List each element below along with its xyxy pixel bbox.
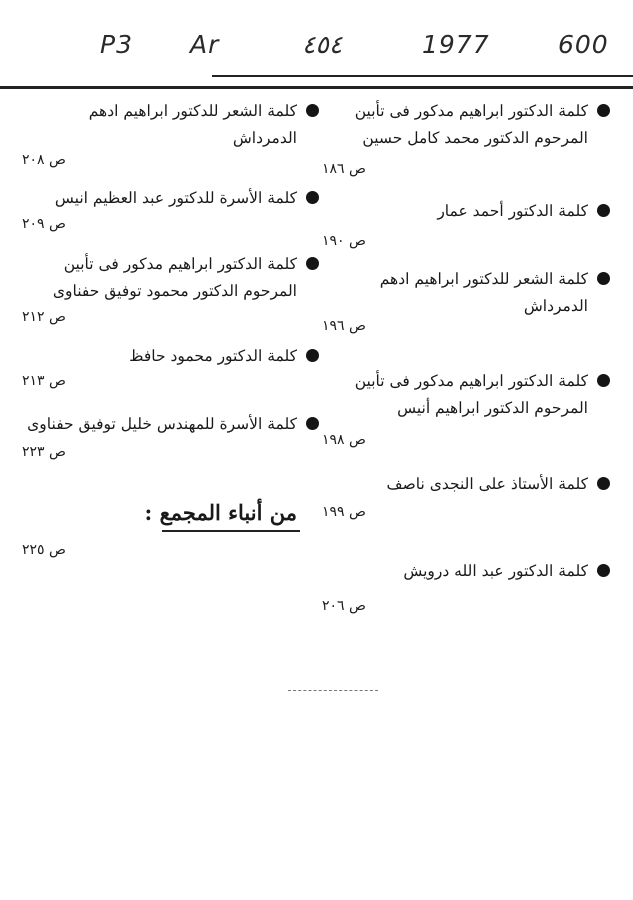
page-number: ص ٢٢٥ (22, 542, 66, 558)
section-heading: من أنباء المجمع : (144, 500, 297, 525)
section-heading-underline (162, 530, 300, 532)
entry-line: المرحوم الدكتور محمود توفيق حفناوى (52, 282, 297, 300)
entry-line: المرحوم الدكتور محمد كامل حسين (362, 129, 588, 147)
handwritten-note-3: ٤٥٤ (302, 30, 343, 59)
entry-line: كلمة الشعر للدكتور ابراهيم ادهم (88, 102, 297, 120)
page-number: ص ٢٠٦ (322, 598, 366, 614)
entry-line: كلمة الدكتور محمود حافظ (129, 347, 297, 365)
entry-line: الدمرداش (232, 129, 297, 147)
page-number: ص ١٨٦ (322, 161, 366, 177)
entry-line: كلمة الشعر للدكتور ابراهيم ادهم (379, 270, 588, 288)
toc-entry (318, 471, 588, 498)
handwritten-note-5: 600 (558, 30, 609, 59)
entry-line: كلمة الدكتور ابراهيم مدكور فى تأبين (63, 255, 297, 273)
bullet-icon (306, 349, 319, 362)
toc-entry (17, 411, 297, 438)
toc-entry (17, 251, 297, 305)
header-rule-bottom (0, 86, 633, 89)
bullet-icon (597, 374, 610, 387)
toc-entry (318, 266, 588, 320)
page-number: ص ٢٠٩ (22, 216, 66, 232)
bullet-icon (597, 104, 610, 117)
page-number: ص ٢٢٣ (22, 444, 66, 460)
toc-entry (318, 98, 588, 152)
bullet-icon (597, 204, 610, 217)
bullet-icon (306, 417, 319, 430)
page-number: ص ١٩٨ (322, 432, 366, 448)
page-number: ص ١٩٩ (322, 504, 366, 520)
entry-line: كلمة الأسرة للمهندس خليل توفيق حفناوى (27, 415, 297, 433)
entry-line: كلمة الدكتور ابراهيم مدكور فى تأبين (354, 102, 588, 120)
header-rule-top (212, 75, 633, 77)
handwritten-note-4: 1977 (422, 30, 490, 59)
toc-entry (318, 368, 588, 422)
page-number: ص ٢١٣ (22, 373, 66, 389)
toc-entry (318, 198, 588, 225)
bullet-icon (306, 191, 319, 204)
entry-line: الدمرداش (523, 297, 588, 315)
entry-line: كلمة الأسرة للدكتور عبد العظيم انيس (54, 189, 297, 207)
toc-entry (17, 343, 297, 370)
entry-line: كلمة الدكتور ابراهيم مدكور فى تأبين (354, 372, 588, 390)
page-number: ص ١٩٦ (322, 318, 366, 334)
page-number: ص ٢٠٨ (22, 152, 66, 168)
entry-line: كلمة الدكتور أحمد عمار (437, 202, 588, 220)
bullet-icon (306, 257, 319, 270)
bullet-icon (597, 477, 610, 490)
bullet-icon (597, 564, 610, 577)
entry-line: كلمة الدكتور عبد الله درويش (403, 562, 588, 580)
toc-entry (17, 98, 297, 152)
toc-entry (17, 185, 297, 212)
bullet-icon (597, 272, 610, 285)
handwritten-note-2: Ar (190, 30, 220, 59)
page-number: ص ١٩٠ (322, 233, 366, 249)
page-number: ص ٢١٢ (22, 309, 66, 325)
entry-line: المرحوم الدكتور ابراهيم أنيس (397, 399, 588, 417)
bullet-icon (306, 104, 319, 117)
handwritten-note-1: P3 (100, 30, 133, 59)
footer-divider (288, 690, 378, 691)
entry-line: كلمة الأستاذ على النجدى ناصف (386, 475, 588, 493)
toc-entry (318, 558, 588, 585)
